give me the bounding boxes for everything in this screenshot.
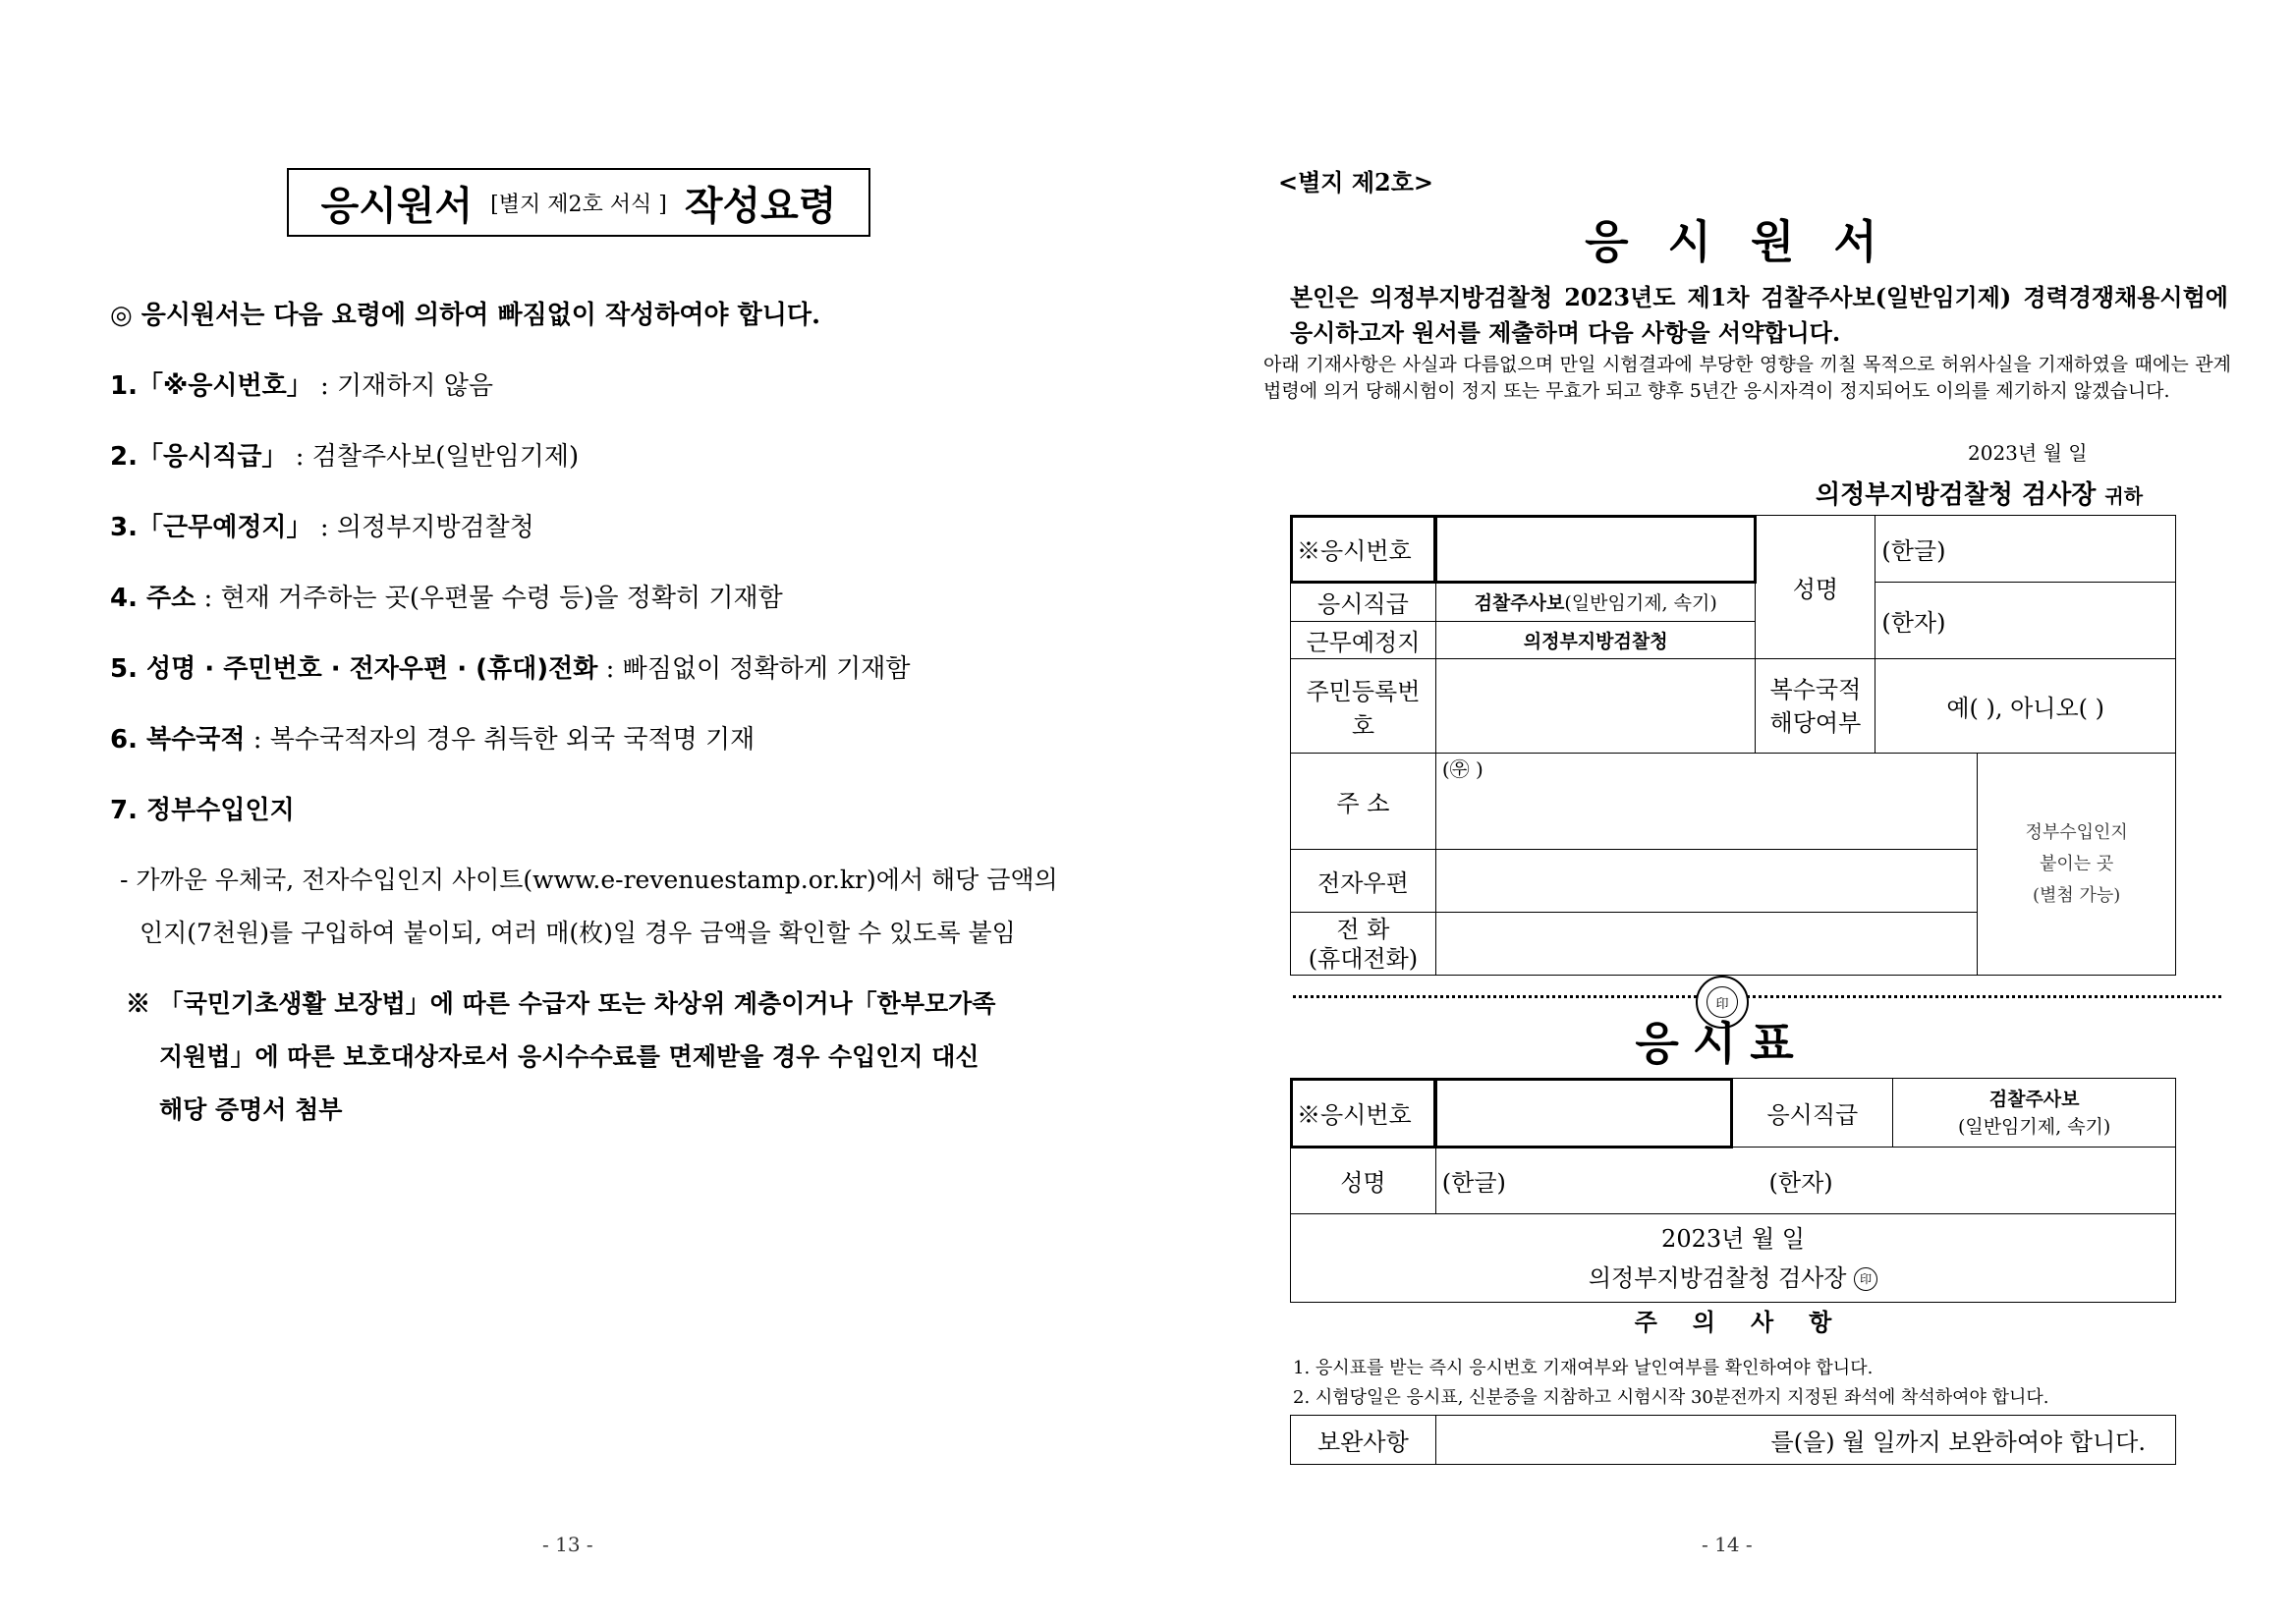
ticket-issuer: 의정부지방검찰청 검사장	[1588, 1263, 1847, 1292]
guide-item-text: : 검찰주사보(일반임기제)	[295, 442, 580, 472]
guide-item-text: : 현재 거주하는 곳(우편물 수령 등)을 정확히 기재함	[203, 584, 783, 613]
addressee	[1816, 475, 2295, 511]
guide-item-label: 2.「응시직급」	[110, 442, 288, 472]
addressee-name: 의정부지방검찰청 검사장	[1816, 480, 2097, 510]
guide-item-3	[110, 507, 534, 543]
grade-value	[1435, 583, 1756, 622]
grade-value-main: 검찰주사보	[1474, 592, 1565, 614]
ticket-grade-value-detail: (일반임기제, 속기)	[1957, 1115, 2111, 1138]
supplement-field[interactable]: 를(을) 월 일까지 보완하여야 합니다.	[1435, 1416, 2175, 1465]
guide-title-main: 응시원서	[320, 183, 474, 229]
exam-number-label: ※응시번호	[1291, 516, 1436, 583]
guide-item-label: 7. 정부수입인지	[110, 796, 295, 825]
name-hangul-field[interactable]	[1875, 516, 2176, 583]
ticket-grade-value-main: 검찰주사보	[1988, 1088, 2080, 1110]
address-field[interactable]	[1435, 754, 1977, 850]
caution-title: 주의사항	[1634, 1308, 1868, 1336]
name-hangul-label: (한글)	[1881, 537, 1946, 565]
guide-item-label: 6. 복수국적	[110, 725, 246, 755]
seal-stamp-inner: 印	[1707, 986, 1738, 1018]
exemption-note-1: ※ 「국민기초생활 보장법」에 따른 수급자 또는 차상위 계층이거나「한부모가족	[126, 989, 996, 1018]
grade-value-detail: (일반임기제, 속기)	[1564, 592, 1717, 614]
caution-item-1: 1. 응시표를 받는 즉시 응시번호 기재여부와 날인여부를 확인하여야 합니다.	[1293, 1358, 1874, 1378]
guide-item-1	[110, 365, 493, 402]
caution-item-2: 2. 시험당일은 응시표, 신분증을 지참하고 시험시작 30분전까지 지정된 좌석에 착석하여야 합니다.	[1293, 1387, 2049, 1408]
dual-nationality-field[interactable]: 예( ), 아니오( )	[1875, 659, 2176, 754]
ticket-grade-label: 응시직급	[1732, 1079, 1893, 1148]
ticket-name-hanja: (한자)	[1768, 1169, 1833, 1197]
application-form-table	[1290, 515, 2176, 976]
revenue-stamp-area-3: (별첨 가능)	[2032, 884, 2121, 906]
postal-code-field: (㉾ )	[1441, 757, 1483, 781]
guide-item-7	[110, 790, 295, 826]
guide-item-text: : 빠짐없이 정확하게 기재함	[605, 654, 911, 684]
email-label: 전자우편	[1291, 850, 1436, 913]
ticket-name-field[interactable]	[1435, 1148, 2175, 1214]
ticket-date: 2023년 월 일	[1661, 1224, 1805, 1253]
guide-item-label: 5. 성명 · 주민번호 · 전자우편 · (휴대)전화	[110, 654, 598, 684]
exemption-note-3: 해당 증명서 첨부	[159, 1095, 343, 1124]
phone-field[interactable]	[1435, 913, 1977, 976]
guide-item-2	[110, 436, 579, 473]
guide-item-text: : 의정부지방검찰청	[319, 513, 534, 542]
ticket-exam-number-label: ※응시번호	[1291, 1079, 1436, 1148]
page-number-left: - 13 -	[542, 1533, 593, 1556]
ticket-seal-icon: 印	[1854, 1267, 1877, 1291]
supplement-table	[1290, 1415, 2176, 1465]
ticket-name-hangul: (한글)	[1441, 1169, 1506, 1197]
guide-intro: ◎ 응시원서는 다음 요령에 의하여 빠짐없이 작성하여야 합니다.	[110, 301, 821, 330]
application-date: 2023년 월 일	[1968, 441, 2088, 465]
pledge-text: 본인은 의정부지방검찰청 2023년도 제1차 검찰주사보(일반임기제) 경력경쟁채용시험에 응시하고자 원서를 제출하며 다음 사항을 서약합니다.	[1290, 283, 2228, 347]
workplace-value: 의정부지방검찰청	[1435, 622, 1756, 659]
guide-title-suffix: 작성요령	[684, 183, 837, 229]
guide-title-box	[287, 168, 870, 237]
cut-line	[1293, 995, 2221, 998]
pledge-note: 아래 기재사항은 사실과 다름없으며 만일 시험결과에 부당한 영향을 끼칠 목적으로 허위사실을 기재하였을 때에는 관계법령에 의거 당해시험이 정지 또는 무효가 되고 향후 5년간 응시자격이 정지되어도 이의를 제기하지 않겠습니다.	[1263, 354, 2231, 402]
rrn-field[interactable]	[1435, 659, 1756, 754]
phone-label	[1291, 913, 1436, 976]
revenue-stamp-area	[1978, 754, 2176, 976]
exam-number-field[interactable]	[1435, 516, 1756, 583]
supplement-label: 보완사항	[1291, 1416, 1436, 1465]
revenue-stamp-area-1: 정부수입인지	[2025, 821, 2128, 843]
right-page	[1148, 0, 2295, 1624]
admission-ticket-table	[1290, 1078, 2176, 1303]
name-hanja-label: (한자)	[1881, 609, 1946, 637]
guide-item-label: 3.「근무예정지」	[110, 513, 312, 542]
guide-item-4	[110, 578, 783, 614]
stamp-instruction-2: 인지(7천원)를 구입하여 붙이되, 여러 매(枚)일 경우 금액을 확인할 수 있도록 붙임	[140, 919, 1016, 947]
ticket-title: 응시표	[1635, 1017, 1808, 1070]
application-title: 응시원서	[1585, 215, 1917, 268]
phone-label-1: 전 화	[1336, 915, 1390, 943]
stamp-instruction-1: - 가까운 우체국, 전자수입인지 사이트(www.e-revenuestamp.or.kr)에서 해당 금액의	[120, 866, 1058, 894]
name-label: 성명	[1756, 516, 1875, 659]
guide-item-6	[110, 719, 755, 756]
addressee-suffix: 귀하	[2104, 484, 2144, 508]
workplace-label: 근무예정지	[1291, 622, 1436, 659]
dual-nationality-label-1: 복수국적	[1769, 675, 1862, 703]
dual-nationality-label	[1756, 659, 1875, 754]
guide-item-label: 4. 주소	[110, 584, 196, 613]
guide-item-5	[110, 648, 910, 685]
name-hanja-field[interactable]	[1875, 583, 2176, 659]
guide-item-label: 1.「※응시번호」	[110, 371, 312, 401]
ticket-grade-value	[1893, 1079, 2176, 1148]
guide-title-sub: [별지 제2호 서식 ]	[490, 192, 667, 217]
email-field[interactable]	[1435, 850, 1977, 913]
attachment-label: <별지 제2호>	[1278, 168, 1434, 196]
guide-item-text: : 기재하지 않음	[319, 371, 493, 401]
rrn-label: 주민등록번호	[1291, 659, 1436, 754]
page-number-right: - 14 -	[1702, 1533, 1753, 1556]
ticket-exam-number-field[interactable]	[1435, 1079, 1732, 1148]
grade-label: 응시직급	[1291, 583, 1436, 622]
exemption-note-2: 지원법」에 따른 보호대상자로서 응시수수료를 면제받을 경우 수입인지 대신	[159, 1042, 980, 1071]
ticket-name-label: 성명	[1291, 1148, 1436, 1214]
dual-nationality-label-2: 해당여부	[1769, 708, 1862, 737]
phone-label-2: (휴대전화)	[1308, 944, 1419, 973]
ticket-issuer-cell	[1291, 1214, 2176, 1303]
revenue-stamp-area-2: 붙이는 곳	[2039, 853, 2114, 874]
guide-item-text: : 복수국적자의 경우 취득한 외국 국적명 기재	[252, 725, 756, 755]
address-label: 주 소	[1291, 754, 1436, 850]
